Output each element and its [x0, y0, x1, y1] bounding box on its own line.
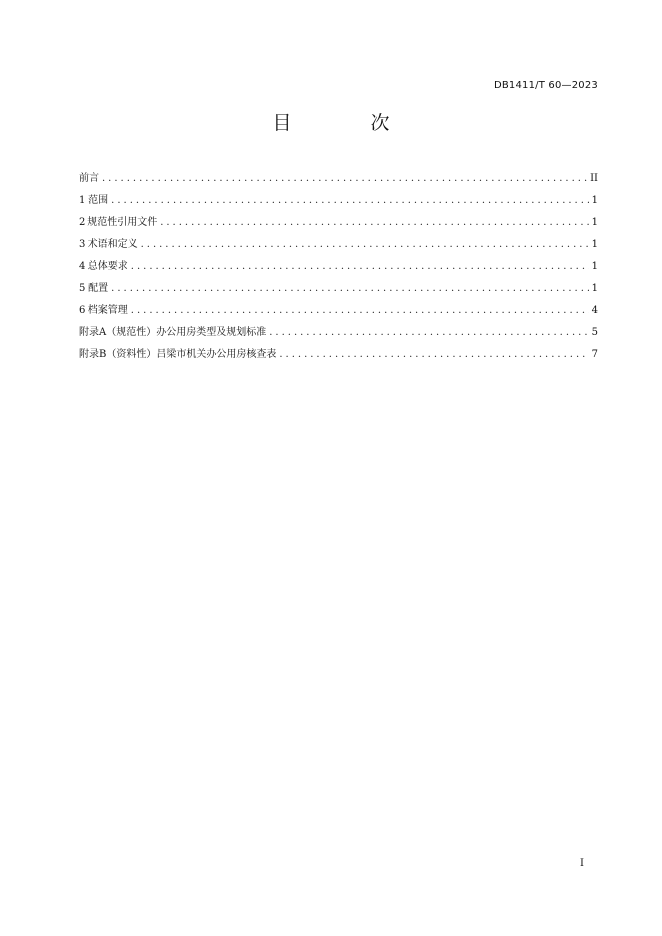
toc-entry-title: 前言: [79, 173, 99, 184]
toc-entry-number: 2: [79, 217, 86, 228]
toc-leader: [131, 261, 589, 272]
page-title: 目 次: [272, 112, 420, 134]
toc-entry-number: 3: [79, 239, 86, 250]
toc-entry-number: 4: [79, 261, 86, 272]
toc-leader: [279, 349, 588, 360]
toc-entry-number: 5: [79, 283, 86, 294]
toc-entry-title: 办公用房类型及规划标准: [156, 327, 267, 338]
toc-entry-number: 6: [79, 305, 86, 316]
toc-entry-appendix-b[interactable]: [79, 345, 598, 367]
page-number: I: [580, 858, 584, 869]
toc-entry-page: 5: [591, 327, 598, 338]
toc-entry-archive-management[interactable]: [79, 301, 598, 323]
toc-entry-scope[interactable]: [79, 191, 598, 213]
toc-leader: [269, 327, 588, 338]
toc-entry-configuration[interactable]: [79, 279, 598, 301]
toc-entry-page: 1: [591, 195, 598, 206]
toc-entry-title: 吕梁市机关办公用房核查表: [156, 349, 277, 360]
toc-entry-page: 7: [591, 349, 598, 360]
toc-entry-title: 总体要求: [87, 261, 128, 272]
toc-leader: [102, 173, 587, 184]
toc-entry-title: 档案管理: [87, 305, 128, 316]
toc-entry-page: 1: [591, 261, 598, 272]
toc-entry-title: 规范性引用文件: [87, 217, 158, 228]
toc-entry-number: 1: [79, 195, 86, 206]
toc-entry-title: 配置: [88, 283, 109, 294]
toc-leader: [111, 283, 588, 294]
toc-entry-page: 4: [591, 305, 598, 316]
table-of-contents: [79, 169, 598, 367]
toc-entry-title: 术语和定义: [87, 239, 138, 250]
toc-entry-normative-references[interactable]: [79, 213, 598, 235]
toc-entry-general-requirements[interactable]: [79, 257, 598, 279]
toc-entry-foreword[interactable]: [79, 169, 598, 191]
toc-entry-page: 1: [591, 239, 598, 250]
toc-entry-terms-definitions[interactable]: [79, 235, 598, 257]
toc-entry-page: 1: [591, 283, 598, 294]
toc-leader: [111, 195, 588, 206]
toc-leader: [141, 239, 589, 250]
toc-entry-page: 1: [591, 217, 598, 228]
toc-entry-appendix-label: 附录A（规范性）: [79, 327, 157, 338]
toc-leader: [160, 217, 588, 228]
toc-entry-appendix-a[interactable]: [79, 323, 598, 345]
document-code: DB1411/T 60—2023: [493, 80, 598, 91]
toc-leader: [131, 305, 589, 316]
toc-entry-appendix-label: 附录B（资料性）: [79, 349, 157, 360]
toc-entry-title: 范围: [88, 195, 109, 206]
toc-entry-page: II: [590, 173, 598, 184]
